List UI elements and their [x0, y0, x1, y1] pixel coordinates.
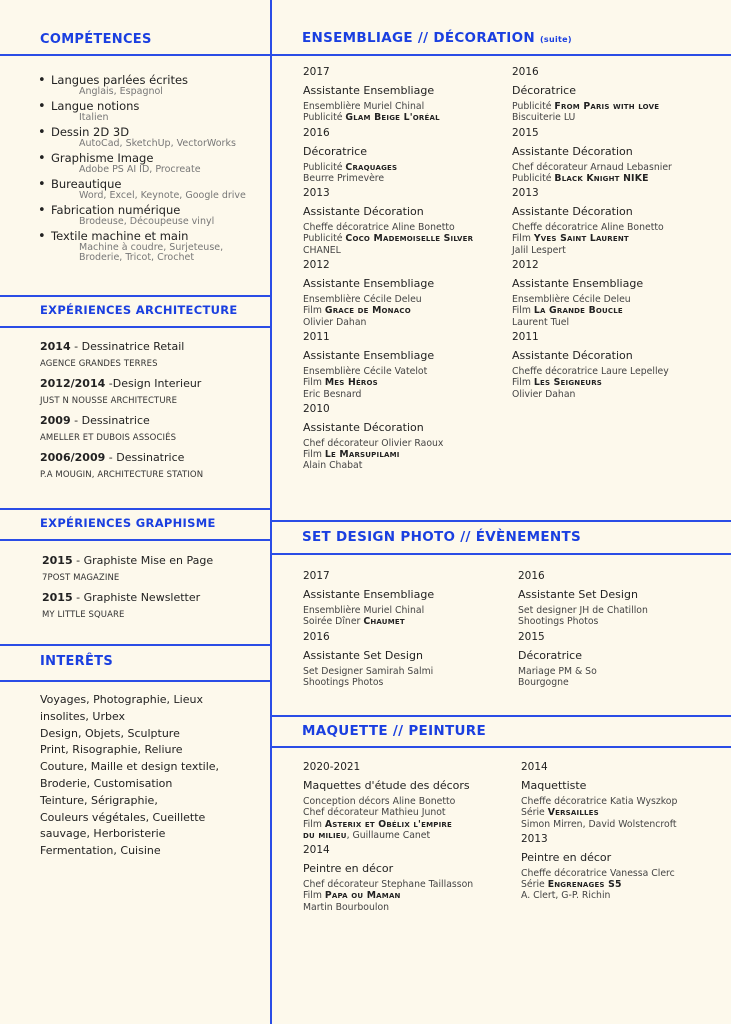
entry-title: Grace de Monaco — [324, 305, 411, 317]
entry-text: Laurent Tuel — [512, 316, 570, 328]
entry-detail-line — [303, 305, 508, 316]
entry-detail-line — [521, 890, 726, 901]
entry-title: Versailles — [547, 807, 599, 819]
ensembliage-column-left — [303, 66, 508, 475]
entry-text: Bourgogne — [518, 676, 569, 688]
divider — [270, 715, 731, 717]
divider — [0, 508, 270, 510]
experience-item: 2009 - Dessinatrice AMELLER ET DUBOIS ASSOCIÉS — [40, 414, 177, 443]
entry-detail-line — [303, 101, 508, 112]
entry-text: Olivier Dahan — [512, 388, 576, 400]
entry-text: , Guillaume Canet — [346, 829, 431, 841]
entry-text: Chef décorateur Olivier Raoux — [303, 437, 444, 449]
entry-detail-line — [303, 366, 508, 377]
experience-entry — [512, 259, 717, 328]
experience-entry — [518, 570, 723, 628]
entry-text: Chef décorateur Stephane Taillasson — [303, 879, 474, 891]
entry-title: Black Knight NIKE — [554, 172, 649, 184]
entry-text: Eric Besnard — [303, 388, 362, 400]
entry-detail-line — [512, 389, 717, 400]
entry-text: Chef décorateur Arnaud Lebasnier — [512, 161, 672, 173]
entry-detail-line — [512, 245, 717, 256]
set-design-column-left — [303, 570, 508, 691]
experience-entry — [303, 127, 508, 185]
experience-entry — [512, 127, 717, 185]
entry-title: Craquages — [345, 161, 398, 173]
entry-detail-line — [518, 666, 723, 677]
entry-year: 2014 — [521, 761, 548, 773]
entry-detail-line — [303, 666, 508, 677]
entry-text: Publicité — [512, 101, 555, 112]
entry-text: Set Designer Samirah Salmi — [303, 665, 434, 677]
entry-detail-line — [303, 389, 508, 400]
entry-text: Ensemblière Cécile Vatelot — [303, 365, 428, 377]
entry-year: 2016 — [518, 570, 545, 582]
entry-text: Cheffe décoratrice Aline Bonetto — [303, 222, 455, 234]
entry-role: Assistante Set Design — [303, 648, 423, 662]
entry-detail-line — [512, 305, 717, 316]
entry-year: 2015 — [518, 630, 545, 643]
entry-text: Cheffe décoratrice Katia Wyszkop — [521, 796, 678, 807]
section-title-set-design: SET DESIGN PHOTO // ÉVÈNEMENTS — [302, 529, 582, 545]
entry-title: Les Seigneurs — [533, 377, 603, 389]
entry-text: CHANEL — [303, 244, 341, 256]
entry-title: Le Marsupilami — [324, 449, 400, 461]
ensembliage-column-right — [512, 66, 717, 403]
entry-detail-line — [512, 222, 717, 233]
entry-detail-line — [512, 317, 717, 328]
entry-text: Cheffe décoratrice Laure Lepelley — [512, 365, 669, 377]
divider — [270, 553, 731, 555]
entry-year: 2013 — [512, 187, 539, 200]
entry-text: Film — [303, 305, 325, 317]
experience-entry — [521, 833, 726, 902]
experience-item: 2012/2014 -Design Interieur JUST N NOUSSE ARCHITECTURE — [40, 377, 202, 406]
entry-detail-line — [303, 819, 518, 830]
section-suffix: (suite) — [539, 35, 572, 44]
entry-role: Peintre en décor — [303, 862, 394, 876]
entry-detail-line — [512, 377, 717, 388]
divider — [0, 295, 270, 297]
entry-role: Décoratrice — [303, 144, 367, 158]
entry-title: Papa ou Maman — [324, 890, 401, 902]
entry-text: Publicité — [303, 233, 346, 245]
experience-entry — [303, 66, 508, 124]
experience-entry — [303, 761, 518, 841]
entry-text: Soirée Dîner — [303, 616, 364, 628]
skill-item: • Langue notions Italien — [38, 100, 266, 123]
entry-detail-line — [518, 616, 723, 627]
entry-text: A. Clert, G-P. Richin — [521, 890, 611, 902]
entry-year: 2013 — [521, 832, 548, 845]
entry-title: Mes Héros — [324, 377, 378, 389]
entry-role: Assistante Ensembliage — [303, 348, 435, 362]
entry-detail-line — [512, 366, 717, 377]
entry-text: Film — [303, 818, 325, 830]
section-title-graphisme: EXPÉRIENCES GRAPHISME — [40, 516, 216, 530]
entry-text: Shootings Photos — [303, 676, 384, 688]
entry-year: 2020-2021 — [303, 761, 361, 773]
entry-text: Film — [512, 305, 534, 317]
entry-text: Simon Mirren, David Wolstencroft — [521, 818, 677, 830]
entry-role: Assistante Set Design — [518, 588, 638, 601]
entry-detail-line — [303, 173, 508, 184]
entry-detail-line — [303, 233, 508, 244]
entry-role: Assistante Ensembliage — [303, 277, 435, 291]
entry-detail-line — [521, 879, 726, 890]
entry-title: La Grande Boucle — [533, 305, 623, 317]
entry-role: Maquettiste — [521, 779, 587, 792]
experience-entry — [303, 403, 508, 472]
entry-text: Martin Bourboulon — [303, 901, 390, 913]
column-divider — [270, 0, 272, 1024]
entry-detail-line — [512, 173, 717, 184]
divider — [0, 326, 270, 328]
maquette-column-left — [303, 761, 518, 916]
experience-entry — [303, 844, 518, 913]
entry-detail-line — [521, 796, 726, 807]
skill-item: • Langues parlées écrites Anglais, Espagnol — [38, 74, 266, 97]
entry-detail-line — [512, 162, 717, 173]
divider — [0, 680, 270, 682]
entry-detail-line — [303, 162, 508, 173]
experience-entry — [303, 570, 508, 628]
entry-text: Chef décorateur Mathieu Junot — [303, 807, 446, 819]
experience-item: 2014 - Dessinatrice Retail AGENCE GRANDES TERRES — [40, 340, 185, 369]
entry-year: 2017 — [303, 570, 330, 582]
skill-item: • Bureautique Word, Excel, Keynote, Google drive — [38, 178, 266, 201]
entry-detail-line — [303, 460, 508, 471]
entry-text: Film — [512, 233, 534, 245]
entry-detail-line — [303, 294, 508, 305]
entry-text: Publicité — [303, 112, 346, 124]
entry-text: Cheffe décoratrice Vanessa Clerc — [521, 867, 675, 879]
entry-text: Publicité — [512, 172, 555, 184]
divider — [0, 539, 270, 541]
section-title-archi: EXPÉRIENCES ARCHITECTURE — [40, 303, 238, 317]
entry-role: Assistante Décoration — [512, 144, 633, 158]
entry-detail-line — [303, 605, 508, 616]
maquette-column-right — [521, 761, 726, 905]
entry-text: Conception décors Aline Bonetto — [303, 796, 456, 807]
entry-detail-line — [512, 101, 717, 112]
entry-detail-line — [303, 879, 518, 890]
entry-text: Biscuiterie LU — [512, 112, 576, 124]
set-design-column-right — [518, 570, 723, 691]
entry-detail-line — [303, 377, 508, 388]
entry-detail-line — [303, 890, 518, 901]
entry-detail-line — [512, 112, 717, 123]
section-title-competences: COMPÉTENCES — [40, 32, 152, 47]
entry-title: From Paris with love — [554, 101, 660, 112]
entry-year: 2016 — [303, 630, 330, 643]
entry-year: 2011 — [512, 330, 539, 343]
experience-entry — [512, 331, 717, 400]
experience-item: 2015 - Graphiste Newsletter MY LITTLE SQUARE — [42, 591, 201, 620]
skill-item: • Graphisme Image Adobe PS AI ID, Procreate — [38, 152, 266, 175]
entry-role: Assistante Ensembliage — [512, 277, 644, 291]
entry-year: 2010 — [303, 402, 330, 415]
entry-role: Assistante Ensembliage — [303, 84, 435, 97]
skill-item: • Fabrication numérique Brodeuse, Découpeuse vinyl — [38, 204, 266, 227]
entry-text: Série — [521, 807, 548, 819]
entry-text: Film — [512, 377, 534, 389]
entry-role: Peintre en décor — [521, 850, 612, 864]
entry-text: Shootings Photos — [518, 616, 599, 628]
section-title-maquette: MAQUETTE // PEINTURE — [302, 723, 486, 739]
experience-entry — [521, 761, 726, 830]
experience-entry — [303, 187, 508, 256]
entry-text: Film — [303, 377, 325, 389]
experience-item: 2015 - Graphiste Mise en Page 7POST MAGAZINE — [42, 554, 214, 583]
entry-text: Ensemblière Cécile Deleu — [303, 294, 422, 306]
entry-text: Cheffe décoratrice Aline Bonetto — [512, 222, 664, 234]
archi-list — [40, 340, 268, 488]
entry-text: Set designer JH de Chatillon — [518, 605, 648, 616]
entry-year: 2015 — [512, 126, 539, 139]
divider — [0, 644, 270, 646]
entry-detail-line — [303, 317, 508, 328]
entry-year: 2011 — [303, 330, 330, 343]
entry-year: 2017 — [303, 66, 330, 78]
skills-list — [38, 74, 266, 266]
interests-text: Voyages, Photographie, Lieux insolites, Urbex Design, Objets, Sculpture Print, Risographie, Reliure Couture, Maille et design textile, Broderie, Customisation Teinture, Sérigraphie, Couleurs végétales, Cueillette sauvage, Herboristerie Fermentation, Cuisine — [40, 693, 220, 858]
section-title-interets: INTERÊTS — [40, 654, 113, 669]
entry-role: Assistante Décoration — [512, 348, 633, 362]
experience-entry — [512, 187, 717, 256]
entry-text: Ensemblière Muriel Chinal — [303, 605, 425, 616]
entry-detail-line — [518, 605, 723, 616]
entry-year: 2012 — [303, 259, 330, 272]
entry-detail-line — [512, 294, 717, 305]
divider — [270, 520, 731, 522]
entry-year: 2016 — [512, 66, 539, 78]
graphisme-list — [42, 554, 270, 628]
entry-year: 2013 — [303, 187, 330, 200]
entry-title: Chaumet — [363, 616, 405, 628]
entry-detail-line — [521, 807, 726, 818]
divider — [0, 54, 731, 56]
entry-year: 2012 — [512, 259, 539, 272]
entry-role: Assistante Ensembliage — [303, 588, 435, 601]
entry-detail-line — [303, 807, 518, 818]
entry-role: Décoratrice — [512, 84, 576, 97]
entry-year: 2016 — [303, 126, 330, 139]
entry-detail-line — [303, 449, 508, 460]
entry-detail-line — [303, 616, 508, 627]
entry-title: Asterix et Obélix l'empire — [324, 818, 452, 830]
entry-text: Alain Chabat — [303, 460, 363, 472]
experience-item: 2006/2009 - Dessinatrice P.A MOUGIN, ARCHITECTURE STATION — [40, 451, 204, 480]
entry-text: Film — [303, 890, 325, 902]
entry-detail-line — [303, 112, 508, 123]
entry-detail-line — [521, 819, 726, 830]
entry-detail-line — [303, 222, 508, 233]
skill-item: • Textile machine et main Machine à coudre, Surjeteuse, Broderie, Tricot, Crochet — [38, 230, 266, 263]
entry-text: Olivier Dahan — [303, 316, 367, 328]
entry-title: Engrenages S5 — [547, 879, 622, 891]
experience-entry — [303, 631, 508, 689]
experience-entry — [303, 259, 508, 328]
entry-text: Film — [303, 449, 325, 461]
entry-text: Publicité — [303, 161, 346, 173]
entry-role: Assistante Décoration — [303, 420, 424, 434]
entry-detail-line — [303, 245, 508, 256]
entry-detail-line — [518, 677, 723, 688]
entry-detail-line — [303, 796, 518, 807]
divider — [270, 746, 731, 748]
entry-role: Décoratrice — [518, 648, 582, 662]
entry-title: du milieu — [303, 829, 347, 841]
experience-entry — [512, 66, 717, 124]
entry-text: Ensemblière Cécile Deleu — [512, 294, 631, 306]
entry-role: Maquettes d'étude des décors — [303, 779, 470, 792]
section-title-ensembliage: ENSEMBLIAGE // DÉCORATION (suite) — [302, 30, 572, 46]
entry-detail-line — [303, 677, 508, 688]
entry-text: Série — [521, 879, 548, 891]
entry-detail-line — [521, 868, 726, 879]
experience-entry — [518, 631, 723, 689]
entry-title: Coco Mademoiselle Silver — [345, 233, 474, 245]
entry-detail-line — [303, 438, 508, 449]
entry-year: 2014 — [303, 844, 330, 857]
skill-item: • Dessin 2D 3D AutoCad, SketchUp, VectorWorks — [38, 126, 266, 149]
entry-title: Yves Saint Laurent — [533, 233, 629, 245]
entry-role: Assistante Décoration — [512, 205, 633, 219]
entry-text: Ensemblière Muriel Chinal — [303, 101, 425, 112]
entry-detail-line — [303, 830, 518, 841]
entry-text: Mariage PM & So — [518, 665, 597, 677]
experience-entry — [303, 331, 508, 400]
entry-role: Assistante Décoration — [303, 205, 424, 219]
entry-detail-line — [512, 233, 717, 244]
entry-detail-line — [303, 902, 518, 913]
entry-title: Glam Beige L'oréal — [345, 112, 440, 124]
entry-text: Jalil Lespert — [512, 244, 566, 256]
entry-text: Beurre Primevère — [303, 172, 385, 184]
